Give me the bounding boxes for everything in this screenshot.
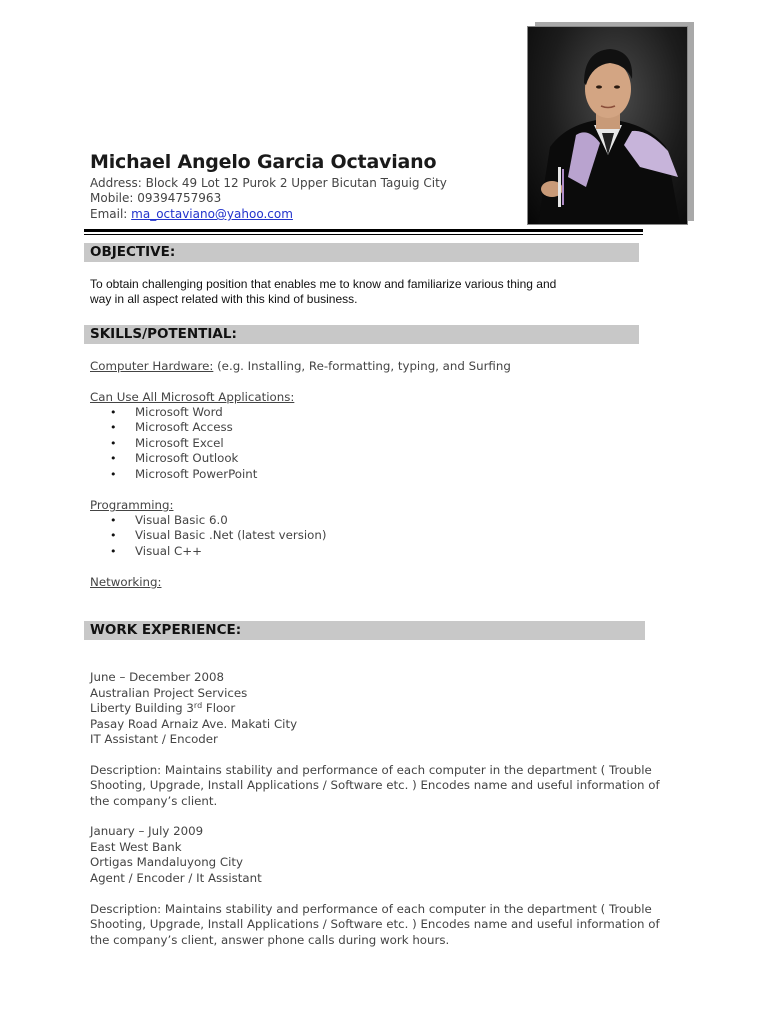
applicant-name: Michael Angelo Garcia Octaviano bbox=[90, 151, 437, 173]
hardware-text: (e.g. Installing, Re-formatting, typing, and Surfing bbox=[213, 359, 511, 373]
job-period: January – July 2009 bbox=[90, 824, 204, 838]
job-company: East West Bank bbox=[90, 840, 182, 854]
job-description-line: the company’s client, answer phone calls during work hours. bbox=[90, 933, 450, 947]
graduation-portrait-image bbox=[528, 27, 687, 224]
profile-photo bbox=[527, 26, 688, 225]
microsoft-list bbox=[110, 405, 257, 482]
building-floor: Floor bbox=[202, 701, 236, 715]
list-item: • Visual C++ bbox=[110, 544, 326, 559]
list-item: • Microsoft Word bbox=[110, 405, 257, 420]
objective-line: To obtain challenging position that enables me to know and familiarize various thing and bbox=[90, 277, 557, 291]
list-item: • Visual Basic .Net (latest version) bbox=[110, 528, 326, 543]
list-item: • Microsoft PowerPoint bbox=[110, 467, 257, 482]
address: Address: Block 49 Lot 12 Purok 2 Upper Bicutan Taguig City bbox=[90, 176, 447, 190]
job-company: Australian Project Services bbox=[90, 686, 248, 700]
job-building bbox=[90, 701, 235, 716]
email-label: Email: bbox=[90, 207, 132, 221]
hardware-label: Computer Hardware: bbox=[90, 359, 214, 373]
job-description-line: Shooting, Upgrade, Install Applications / Software etc. ) Encodes name and useful information of bbox=[90, 778, 660, 792]
job-period: June – December 2008 bbox=[90, 670, 225, 684]
microsoft-label: Can Use All Microsoft Applications: bbox=[90, 390, 295, 404]
email-link[interactable]: ma_octaviano@yahoo.com bbox=[131, 207, 293, 221]
job-description-line: Shooting, Upgrade, Install Applications / Software etc. ) Encodes name and useful information of bbox=[90, 917, 660, 931]
job-description-line: Description: Maintains stability and performance of each computer in the department ( Trouble bbox=[90, 902, 652, 916]
list-item: • Microsoft Excel bbox=[110, 436, 257, 451]
job-position: IT Assistant / Encoder bbox=[90, 732, 218, 746]
building-superscript: rd bbox=[193, 701, 203, 710]
skills-heading: SKILLS/POTENTIAL: bbox=[84, 325, 639, 344]
list-item: • Microsoft Access bbox=[110, 420, 257, 435]
list-item: • Visual Basic 6.0 bbox=[110, 513, 326, 528]
job-address: Ortigas Mandaluyong City bbox=[90, 855, 244, 869]
work-heading: WORK EXPERIENCE: bbox=[84, 621, 645, 640]
programming-label: Programming: bbox=[90, 498, 174, 512]
job-address: Pasay Road Arnaiz Ave. Makati City bbox=[90, 717, 298, 731]
hardware-line bbox=[90, 359, 511, 374]
list-item: • Microsoft Outlook bbox=[110, 451, 257, 466]
programming-list bbox=[110, 513, 326, 559]
mobile: Mobile: 09394757963 bbox=[90, 191, 222, 205]
job-description-line: the company’s client. bbox=[90, 794, 218, 808]
job-position: Agent / Encoder / It Assistant bbox=[90, 871, 262, 885]
building-text: Liberty Building 3 bbox=[90, 701, 194, 715]
job-description-line: Description: Maintains stability and performance of each computer in the department ( Trouble bbox=[90, 763, 652, 777]
networking-label: Networking: bbox=[90, 575, 162, 589]
header-divider-thick bbox=[84, 229, 643, 232]
header-divider-thin bbox=[84, 234, 643, 235]
objective-line: way in all aspect related with this kind of business. bbox=[90, 292, 358, 306]
objective-heading: OBJECTIVE: bbox=[84, 243, 639, 262]
email-line bbox=[90, 207, 293, 221]
